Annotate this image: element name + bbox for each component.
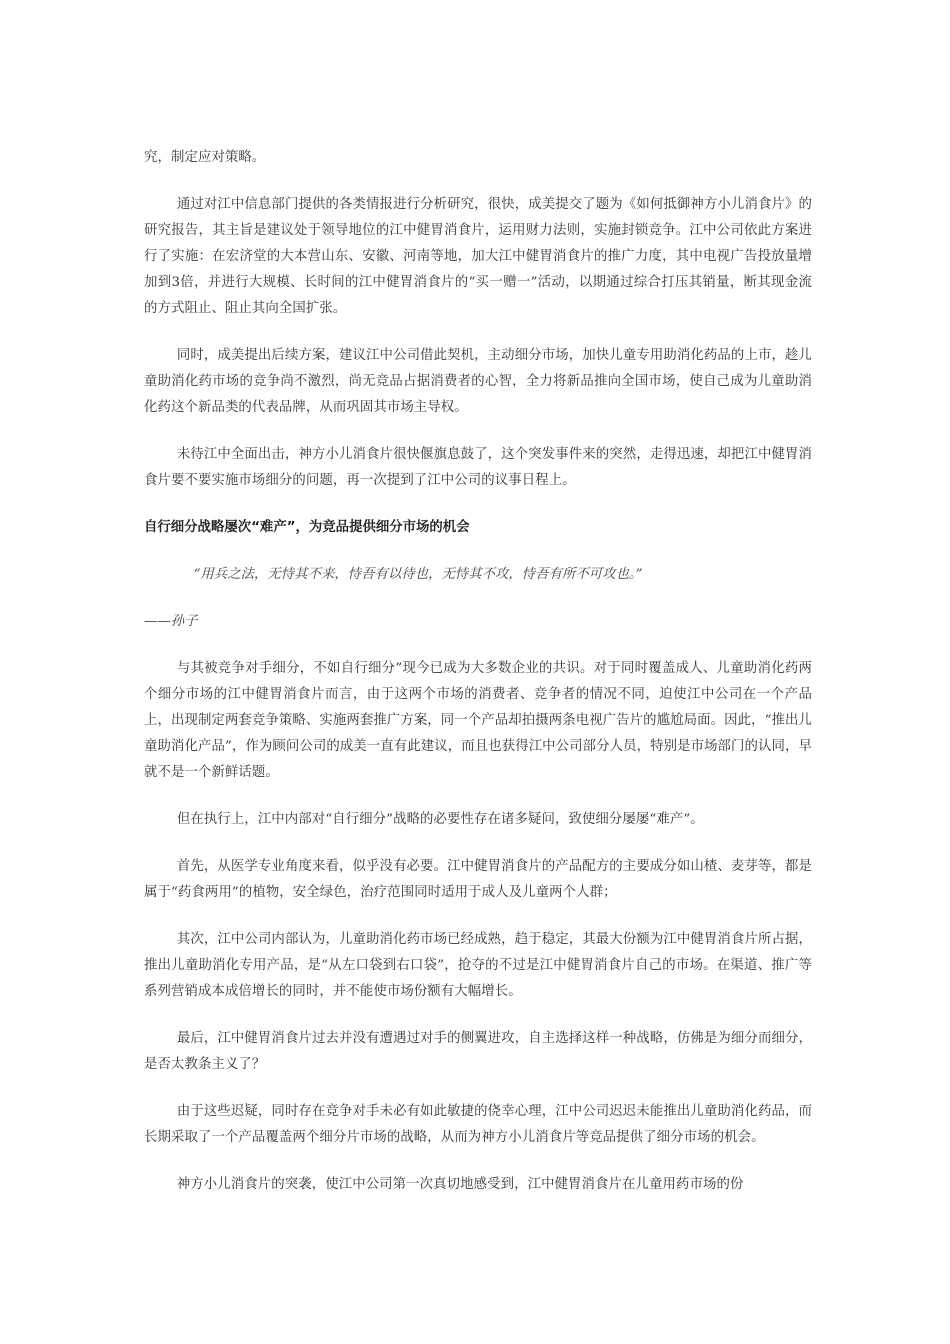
paragraph-follow-up-plan: 同时，成美提出后续方案，建议江中公司借此契机，主动细分市场，加快儿童专用助消化药品的上市，趁儿童助消化药市场的竞争尚不激烈，尚无竞品占据消费者的心智，全力将新品推向全国市场，使自己成为儿童助消化药这个新品类的代表品牌，从而巩固其市场主导权。 xyxy=(144,348,812,415)
paragraph-continuation: 究，制定应对策略。 xyxy=(144,150,266,165)
paragraph-research-report: 通过对江中信息部门提供的各类情报进行分析研究，很快，成美提交了题为《如何抵御神方小儿消食片》的研究报告，其主旨是建议处于领导地位的江中健胃消食片，运用财力法则，实施封锁竞争。江中公司依此方案进行了实施：在宏济堂的大本营山东、安徽、河南等地，加大江中健胃消食片的推广力度，其中电视广告投放量增加到3倍，并进行大规模、长时间的江中健胃消食片的“买一赠一”活动，以期通过综合打压其销量，断其现金流的方式阻止、阻止其向全国扩张。 xyxy=(144,197,812,316)
paragraph-market-segmentation-issue: 未待江中全面出击，神方小儿消食片很快偃旗息鼓了，这个突发事件来的突然，走得迅速，却把江中健胃消食片要不要实施市场细分的问题，再一次提到了江中公司的议事日程上。 xyxy=(144,447,812,488)
quote-text: “用兵之法，无恃其不来，恃吾有以待也，无恃其不攻，恃吾有所不可攻也。” xyxy=(193,567,643,582)
paragraph-second-reason: 其次，江中公司内部认为，儿童助消化药市场已经成熟，趋于稳定，其最大份额为江中健胃消食片所占据，推出儿童助消化专用产品，是“从左口袋到右口袋”，抢夺的不过是江中健胃消食片自己的市场。在渠道、推广等系列营销成本成倍增长的同时，并不能使市场份额有大幅增长。 xyxy=(144,932,812,999)
quote-attribution: ——孙子 xyxy=(144,614,198,629)
section-heading: 自行细分战略屡次“难产”，为竞品提供细分市场的机会 xyxy=(144,520,470,535)
paragraph-first-reason: 首先，从医学专业角度来看，似乎没有必要。江中健胃消食片的产品配方的主要成分如山楂、麦芽等，都是属于“药食两用”的植物，安全绿色，治疗范围同时适用于成人及儿童两个人群； xyxy=(144,859,812,900)
document-page xyxy=(144,145,812,1198)
paragraph-execution-doubts: 但在执行上，江中内部对“自行细分”战略的必要性存在诸多疑问，致使细分屡屡“难产”。 xyxy=(176,812,704,827)
paragraph-last-reason: 最后，江中健胃消食片过去并没有遭遇过对手的侧翼进攻，自主选择这样一种战略，仿佛是为细分而细分，是否太教条主义了？ xyxy=(144,1031,812,1072)
paragraph-self-segmentation: 与其被竞争对手细分，不如自行细分”现今已成为大多数企业的共识。对于同时覆盖成人、儿童助消化药两个细分市场的江中健胃消食片而言，由于这两个市场的消费者、竞争者的情况不同，迫使江中公司在一个产品上，出现制定两套竞争策略、实施两套推广方案，同一个产品却拍摄两条电视广告片的尴尬局面。因此，“推出儿童助消化产品”，作为顾问公司的成美一直有此建议，而且也获得江中公司部分人员，特别是市场部门的认同，早就不是一个新鲜话题。 xyxy=(144,661,812,780)
paragraph-realization: 神方小儿消食片的突袭，使江中公司第一次真切地感受到，江中健胃消食片在儿童用药市场的份 xyxy=(176,1177,744,1192)
paragraph-consequence: 由于这些迟疑，同时存在竞争对手未必有如此敏捷的侥幸心理，江中公司迟迟未能推出儿童助消化药品，而长期采取了一个产品覆盖两个细分片市场的战略，从而为神方小儿消食片等竞品提供了细分市场的机会。 xyxy=(144,1104,812,1145)
